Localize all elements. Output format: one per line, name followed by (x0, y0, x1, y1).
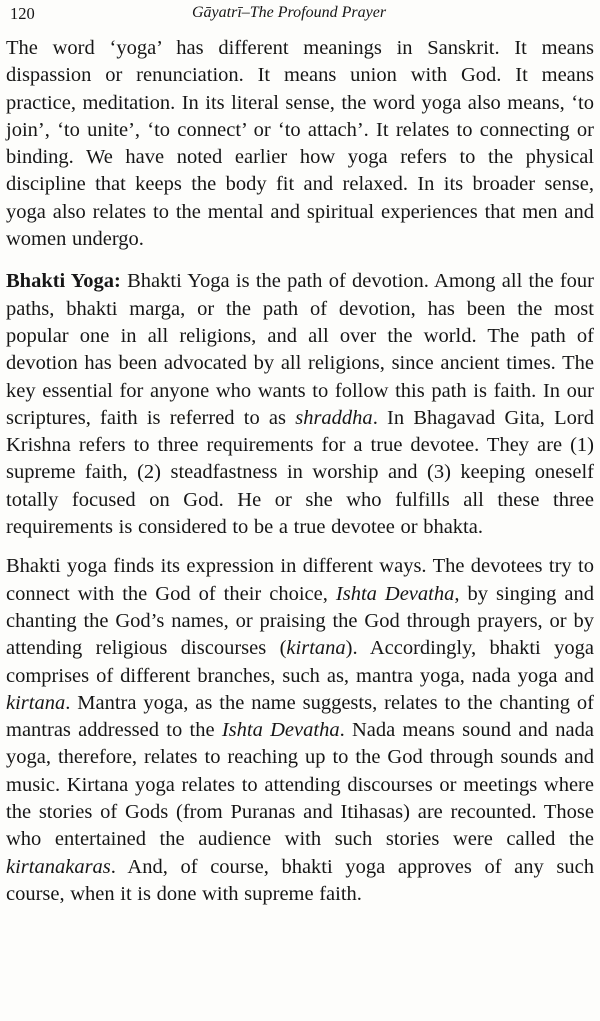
term-kirtanakaras: kirtanakaras (6, 855, 111, 878)
term-ishta-devatha: Ishta Devatha (335, 582, 455, 605)
paragraph-bhakti-yoga (6, 268, 594, 541)
paragraph-text: . Mantra yoga, as the name suggests, relates to the chanting of mantras addressed to the (6, 691, 594, 742)
body-text (6, 35, 594, 908)
term-shraddha: shraddha (295, 406, 373, 429)
paragraph-text: . Nada means sound and nada yoga, therefore, relates to reaching up to the God through sounds and music. Kirtana yoga relates to attending discourses or meetings where the stories of Gods (from Puranas and Itihasas) are recounted. Those who entertained the audience with such stories were called the (6, 719, 594, 851)
page-number: 120 (10, 4, 35, 23)
running-title: Gāyatrī–The Profound Prayer (192, 4, 387, 21)
paragraph-bhakti-expression (6, 553, 594, 908)
paragraph-yoga-meanings (6, 35, 594, 253)
paragraph-text: Bhakti yoga finds its expression in different ways. The devotees try to connect with the God of their choice, (6, 555, 594, 605)
term-ishta-devatha: Ishta Devatha (221, 719, 340, 742)
paragraph-text: . And, of course, bhakti yoga approves of any such course, when it is done with supreme faith. (6, 855, 594, 905)
term-kirtana: kirtana (6, 691, 66, 714)
paragraph-text: , by singing and chanting the God’s names, or praising the God through prayers, or by attending religious discourses ( (6, 582, 594, 660)
running-head (6, 0, 594, 30)
section-heading-bhakti-yoga: Bhakti Yoga: (6, 270, 121, 293)
term-kirtana: kirtana (286, 637, 346, 660)
paragraph-text: . In Bhagavad Gita, Lord Krishna refers to three requirements for a true devotee. They are (1) supreme faith, (2) steadfastness in worship and (3) keeping oneself totally focused on God. He or she who fulfills all these three requirements is considered to be a true devotee or bhakta. (6, 406, 594, 539)
paragraph-text: ). Accordingly, bhakti yoga comprises of different branches, such as, mantra yoga, nada yoga and (6, 637, 594, 687)
paragraph-text: The word ‘yoga’ has different meanings in Sanskrit. It means dispassion or renunciation. It means union with God. It means practice, meditation. In its literal sense, the word yoga also means, ‘to join’, ‘to unite’, ‘to connect’ or ‘to attach’. It relates to connecting or binding. We have noted earlier how yoga refers to the physical discipline that keeps the body fit and relaxed. In its broader sense, yoga also relates to the mental and spiritual experiences that men and women undergo. (6, 37, 594, 251)
paragraph-text: Bhakti Yoga is the path of devotion. Among all the four paths, bhakti marga, or the path of devotion, has been the most popular one in all religions, and all over the world. The path of devotion has been advocated by all religions, since ancient times. The key essential for anyone who wants to follow this path is faith. In our scriptures, faith is referred to as (6, 270, 594, 429)
